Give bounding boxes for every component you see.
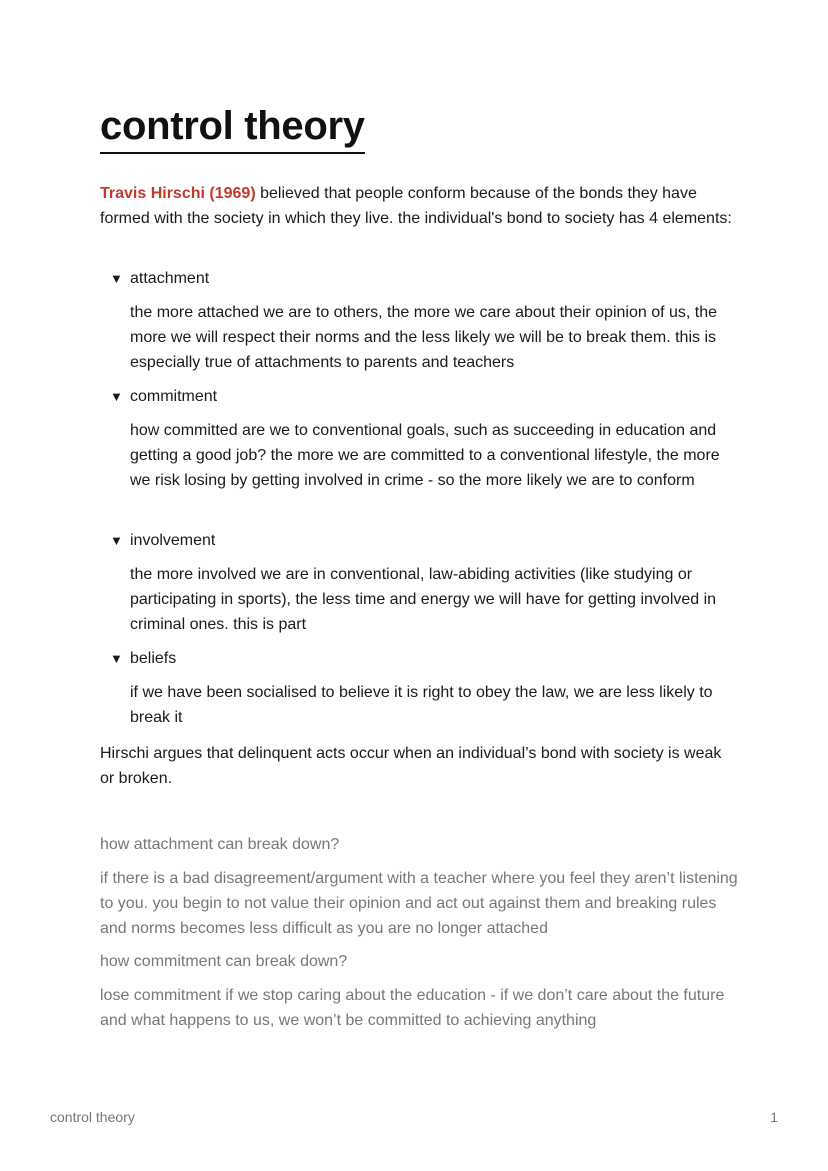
note-body-commitment: lose commitment if we stop caring about the education - if we don’t care about the future and what happens to us, we won’t be committed to achieving anything [100,987,725,1029]
note-body-attachment: if there is a bad disagreement/argument with a teacher where you feel they aren’t listening to you. you begin to not value their opinion and act out against them and breaking rules and norms becomes less difficult as you are no longer attached [100,870,738,937]
footer-title: control theory [50,1109,135,1125]
toggle-attachment[interactable] [110,267,209,291]
toggle-commitment[interactable] [110,385,217,409]
toggle-label: commitment [130,388,218,405]
toggle-body-beliefs: if we have been socialised to believe it is right to obey the law, we are less likely to break it [130,684,713,726]
intro-paragraph [100,181,740,231]
toggle-label: attachment [130,270,210,287]
triangle-down-icon[interactable]: ▼ [110,651,123,666]
conclusion-paragraph: Hirschi argues that delinquent acts occur when an individual’s bond with society is weak or broken. [100,745,722,787]
toggle-beliefs[interactable] [110,647,176,671]
triangle-down-icon[interactable]: ▼ [110,533,123,548]
toggle-involvement[interactable] [110,529,215,553]
toggle-label: beliefs [130,650,177,667]
toggle-body-involvement: the more involved we are in conventional, law-abiding activities (like studying or participating in sports), the less time and energy we will have for getting involved in criminal ones. this is part [130,566,717,633]
note-heading-commitment: how commitment can break down? [100,953,348,970]
toggle-body-attachment: the more attached we are to others, the more we care about their opinion of us, the more we will respect their norms and the less likely we will be to break them. this is especially true of attachments to parents and teachers [130,304,718,371]
toggle-label: involvement [130,532,216,549]
triangle-down-icon[interactable]: ▼ [110,389,123,404]
intro-text: believed that people conform because of the bonds they have formed with the society in which they live. the individual's bond to society has 4 elements: [100,185,732,227]
page-title: control theory [100,100,365,154]
toggle-body-commitment: how committed are we to conventional goals, such as succeeding in education and getting a good job? the more we are committed to a conventional lifestyle, the more we risk losing by getting involved in crime - so the more likely we are to conform [130,422,720,489]
author-citation: Travis Hirschi (1969) [100,185,256,202]
triangle-down-icon[interactable]: ▼ [110,271,123,286]
page-number: 1 [770,1109,778,1125]
note-heading-attachment: how attachment can break down? [100,836,340,853]
